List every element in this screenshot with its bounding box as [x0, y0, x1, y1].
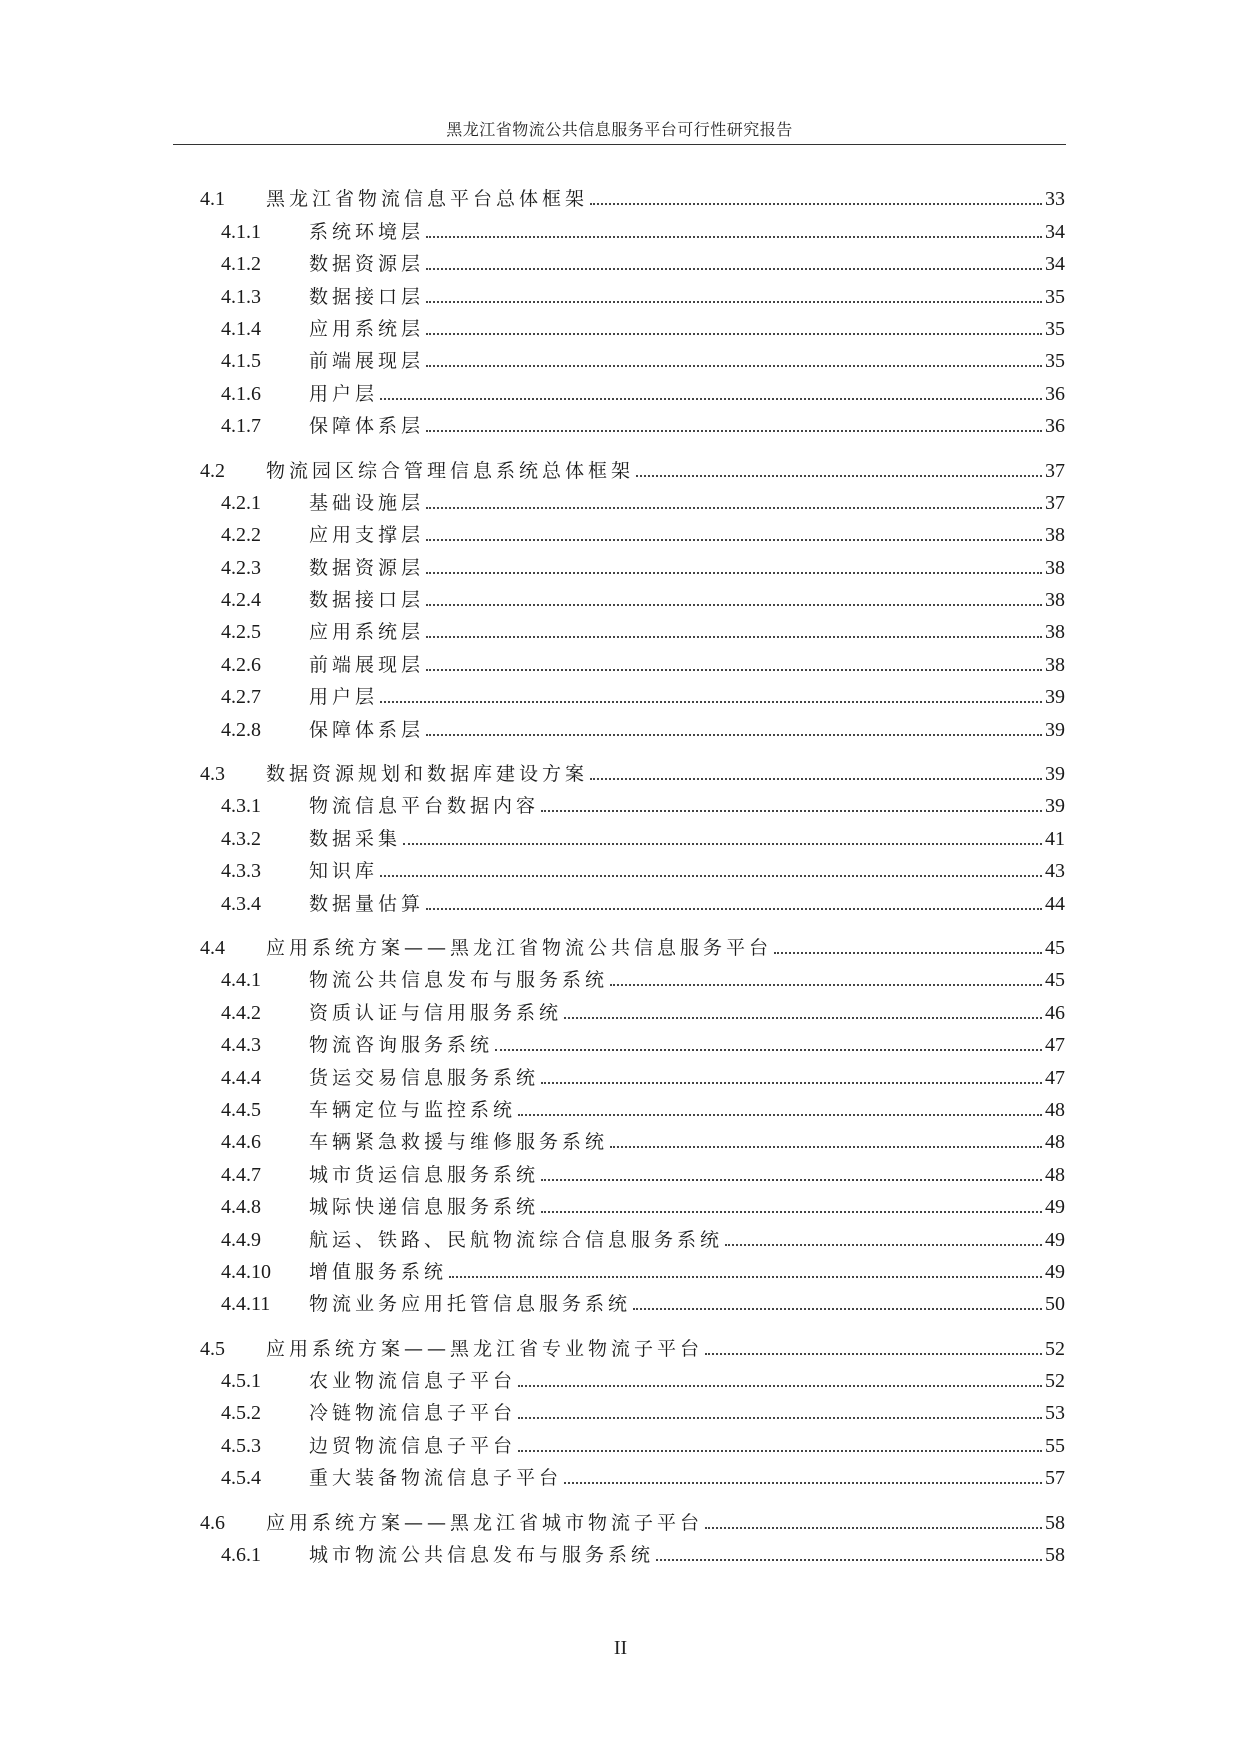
toc-entry-title: 数据资源层: [309, 253, 425, 276]
toc-entry-page-number: 38: [1045, 621, 1065, 644]
toc-entry-level-2[interactable]: [200, 1457, 1065, 1489]
toc-entry-level-2[interactable]: [200, 482, 1065, 514]
toc-entry-page-number: 39: [1045, 763, 1065, 786]
toc-entry-title: 物流业务应用托管信息服务系统: [309, 1293, 632, 1316]
toc-entry-title: 知识库: [309, 860, 379, 883]
toc-entry-title: 数据资源规划和数据库建设方案: [266, 763, 589, 786]
toc-entry-page-number: 49: [1045, 1196, 1065, 1219]
toc-dot-leader: [725, 1244, 1042, 1246]
toc-entry-level-2[interactable]: [200, 991, 1065, 1023]
toc-entry-page-number: 57: [1045, 1467, 1065, 1490]
toc-entry-title: 前端展现层: [309, 653, 425, 676]
toc-entry-number: 4.4.8: [221, 1196, 261, 1219]
toc-entry-title: 应用系统方案——黑龙江省物流公共信息服务平台: [266, 936, 773, 959]
toc-entry-number: 4.6: [200, 1511, 225, 1534]
toc-entry-number: 4.4.2: [221, 1001, 261, 1024]
toc-dot-leader: [380, 701, 1042, 703]
toc-entry-level-2[interactable]: [200, 882, 1065, 914]
toc-entry-title: 物流咨询服务系统: [309, 1034, 494, 1057]
toc-entry-level-2[interactable]: [200, 676, 1065, 708]
toc-entry-title: 车辆紧急救援与维修服务系统: [309, 1131, 609, 1154]
toc-entry-level-2[interactable]: [200, 611, 1065, 643]
toc-entry-title: 重大装备物流信息子平台: [309, 1467, 563, 1490]
toc-dot-leader: [403, 843, 1042, 845]
toc-entry-level-2[interactable]: [200, 372, 1065, 404]
toc-entry-level-2[interactable]: [200, 1024, 1065, 1056]
toc-entry-page-number: 36: [1045, 415, 1065, 438]
toc-entry-page-number: 33: [1045, 188, 1065, 211]
toc-entry-level-1[interactable]: [200, 1327, 1065, 1359]
toc-entry-title: 应用系统层: [309, 621, 425, 644]
header-divider: [173, 144, 1066, 145]
toc-entry-page-number: 47: [1045, 1034, 1065, 1057]
toc-entry-number: 4.1.1: [221, 220, 261, 243]
toc-entry-page-number: 38: [1045, 589, 1065, 612]
toc-entry-number: 4.2.2: [221, 524, 261, 547]
toc-entry-page-number: 48: [1045, 1163, 1065, 1186]
toc-entry-number: 4.1.6: [221, 382, 261, 405]
toc-entry-page-number: 52: [1045, 1337, 1065, 1360]
toc-dot-leader: [426, 301, 1042, 303]
toc-dot-leader: [426, 669, 1042, 671]
toc-entry-level-1[interactable]: [200, 178, 1065, 210]
toc-entry-number: 4.3.1: [221, 795, 261, 818]
toc-entry-number: 4.4.3: [221, 1034, 261, 1057]
toc-entry-number: 4.5: [200, 1337, 225, 1360]
toc-entry-title: 黑龙江省物流信息平台总体框架: [266, 188, 589, 211]
toc-entry-level-2[interactable]: [200, 1089, 1065, 1121]
toc-entry-page-number: 38: [1045, 556, 1065, 579]
toc-entry-title: 物流公共信息发布与服务系统: [309, 969, 609, 992]
toc-entry-number: 4.3: [200, 763, 225, 786]
toc-entry-number: 4.1: [200, 188, 225, 211]
toc-entry-number: 4.3.3: [221, 860, 261, 883]
toc-entry-page-number: 43: [1045, 860, 1065, 883]
toc-entry-level-2[interactable]: [200, 1186, 1065, 1218]
toc-entry-level-2[interactable]: [200, 1283, 1065, 1315]
toc-entry-title: 城市货运信息服务系统: [309, 1163, 540, 1186]
toc-entry-title: 保障体系层: [309, 415, 425, 438]
toc-dot-leader: [541, 1179, 1042, 1181]
toc-entry-level-2[interactable]: [200, 1251, 1065, 1283]
toc-entry-title: 用户层: [309, 382, 379, 405]
toc-entry-title: 物流园区综合管理信息系统总体框架: [266, 459, 635, 482]
toc-entry-number: 4.4.6: [221, 1131, 261, 1154]
toc-entry-page-number: 39: [1045, 718, 1065, 741]
toc-dot-leader: [518, 1385, 1042, 1387]
toc-entry-title: 城际快递信息服务系统: [309, 1196, 540, 1219]
toc-dot-leader: [705, 1353, 1042, 1355]
toc-dot-leader: [426, 908, 1042, 910]
toc-entry-page-number: 45: [1045, 936, 1065, 959]
toc-entry-level-2[interactable]: [200, 1360, 1065, 1392]
toc-dot-leader: [426, 572, 1042, 574]
toc-entry-number: 4.1.4: [221, 317, 261, 340]
toc-entry-level-2[interactable]: [200, 785, 1065, 817]
toc-entry-page-number: 45: [1045, 969, 1065, 992]
toc-entry-level-1[interactable]: [200, 753, 1065, 785]
toc-dot-leader: [495, 1049, 1042, 1051]
toc-entry-level-1[interactable]: [200, 927, 1065, 959]
toc-entry-page-number: 35: [1045, 350, 1065, 373]
toc-entry-number: 4.4.1: [221, 969, 261, 992]
toc-entry-page-number: 44: [1045, 892, 1065, 915]
toc-entry-page-number: 52: [1045, 1370, 1065, 1393]
toc-entry-title: 应用系统方案——黑龙江省专业物流子平台: [266, 1337, 704, 1360]
toc-entry-level-2[interactable]: [200, 514, 1065, 546]
toc-entry-level-2[interactable]: [200, 579, 1065, 611]
toc-entry-title: 边贸物流信息子平台: [309, 1434, 517, 1457]
toc-entry-number: 4.2.3: [221, 556, 261, 579]
toc-dot-leader: [518, 1450, 1042, 1452]
toc-entry-number: 4.4.10: [221, 1260, 271, 1283]
toc-entry-number: 4.2.7: [221, 686, 261, 709]
toc-entry-number: 4.1.7: [221, 415, 261, 438]
toc-dot-leader: [426, 365, 1042, 367]
running-header: 黑龙江省物流公共信息服务平台可行性研究报告: [446, 120, 793, 139]
toc-entry-number: 4.1.5: [221, 350, 261, 373]
toc-entry-page-number: 41: [1045, 827, 1065, 850]
toc-entry-title: 数据资源层: [309, 556, 425, 579]
toc-dot-leader: [426, 604, 1042, 606]
toc-entry-level-2[interactable]: [200, 1392, 1065, 1424]
toc-entry-level-2[interactable]: [200, 817, 1065, 849]
toc-entry-page-number: 58: [1045, 1544, 1065, 1567]
toc-entry-number: 4.4.7: [221, 1163, 261, 1186]
toc-entry-page-number: 49: [1045, 1228, 1065, 1251]
toc-entry-number: 4.4.4: [221, 1066, 261, 1089]
toc-entry-page-number: 37: [1045, 459, 1065, 482]
toc-entry-page-number: 39: [1045, 686, 1065, 709]
toc-dot-leader: [564, 1017, 1042, 1019]
toc-dot-leader: [541, 810, 1042, 812]
toc-entry-page-number: 48: [1045, 1131, 1065, 1154]
toc-entry-level-2[interactable]: [200, 643, 1065, 675]
toc-entry-page-number: 39: [1045, 795, 1065, 818]
toc-entry-page-number: 46: [1045, 1001, 1065, 1024]
toc-entry-level-2[interactable]: [200, 1056, 1065, 1088]
toc-entry-level-2[interactable]: [200, 1534, 1065, 1566]
toc-entry-number: 4.1.2: [221, 253, 261, 276]
toc-entry-title: 应用系统方案——黑龙江省城市物流子平台: [266, 1511, 704, 1534]
toc-entry-title: 数据接口层: [309, 589, 425, 612]
toc-dot-leader: [656, 1559, 1042, 1561]
toc-entry-number: 4.5.2: [221, 1402, 261, 1425]
toc-entry-page-number: 36: [1045, 382, 1065, 405]
toc-entry-number: 4.3.4: [221, 892, 261, 915]
toc-entry-title: 数据接口层: [309, 285, 425, 308]
toc-entry-title: 资质认证与信用服务系统: [309, 1001, 563, 1024]
toc-entry-level-2[interactable]: [200, 708, 1065, 740]
toc-entry-level-2[interactable]: [200, 959, 1065, 991]
toc-dot-leader: [590, 203, 1042, 205]
toc-entry-title: 数据采集: [309, 827, 402, 850]
toc-dot-leader: [426, 333, 1042, 335]
toc-dot-leader: [590, 778, 1042, 780]
toc-section: [200, 1327, 1065, 1489]
toc-section: [200, 927, 1065, 1316]
toc-entry-page-number: 35: [1045, 285, 1065, 308]
toc-dot-leader: [426, 539, 1042, 541]
toc-entry-level-2[interactable]: [200, 405, 1065, 437]
toc-entry-title: 货运交易信息服务系统: [309, 1066, 540, 1089]
toc-entry-level-2[interactable]: [200, 1121, 1065, 1153]
toc-entry-level-2[interactable]: [200, 243, 1065, 275]
toc-dot-leader: [610, 984, 1042, 986]
toc-section: [200, 178, 1065, 437]
toc-entry-level-1[interactable]: [200, 449, 1065, 481]
toc-entry-page-number: 47: [1045, 1066, 1065, 1089]
toc-entry-page-number: 55: [1045, 1434, 1065, 1457]
toc-dot-leader: [426, 734, 1042, 736]
toc-entry-title: 城市物流公共信息发布与服务系统: [309, 1544, 655, 1567]
toc-dot-leader: [636, 475, 1042, 477]
toc-entry-title: 用户层: [309, 686, 379, 709]
toc-dot-leader: [518, 1417, 1042, 1419]
toc-entry-title: 保障体系层: [309, 718, 425, 741]
toc-entry-level-2[interactable]: [200, 210, 1065, 242]
toc-entry-number: 4.5.3: [221, 1434, 261, 1457]
toc-dot-leader: [380, 875, 1042, 877]
toc-entry-title: 冷链物流信息子平台: [309, 1402, 517, 1425]
toc-section: [200, 1501, 1065, 1566]
toc-entry-number: 4.5.1: [221, 1370, 261, 1393]
toc-entry-title: 航运、铁路、民航物流综合信息服务系统: [309, 1228, 724, 1251]
toc-entry-number: 4.2.4: [221, 589, 261, 612]
toc-entry-number: 4.4.11: [221, 1293, 271, 1316]
toc-entry-page-number: 34: [1045, 220, 1065, 243]
toc-entry-page-number: 37: [1045, 491, 1065, 514]
toc-entry-level-2[interactable]: [200, 850, 1065, 882]
toc-entry-page-number: 38: [1045, 524, 1065, 547]
toc-entry-number: 4.2.1: [221, 491, 261, 514]
toc-dot-leader: [633, 1308, 1042, 1310]
toc-entry-number: 4.4: [200, 936, 225, 959]
toc-dot-leader: [564, 1482, 1042, 1484]
page-number: II: [613, 1637, 628, 1659]
toc-dot-leader: [380, 398, 1042, 400]
toc-entry-level-2[interactable]: [200, 1424, 1065, 1456]
toc-entry-title: 农业物流信息子平台: [309, 1370, 517, 1393]
toc-entry-number: 4.5.4: [221, 1467, 261, 1490]
toc-entry-title: 增值服务系统: [309, 1260, 448, 1283]
toc-section: [200, 449, 1065, 741]
toc-entry-title: 基础设施层: [309, 491, 425, 514]
toc-entry-title: 应用系统层: [309, 317, 425, 340]
toc-entry-number: 4.4.5: [221, 1098, 261, 1121]
toc-entry-number: 4.2.8: [221, 718, 261, 741]
toc-dot-leader: [518, 1114, 1042, 1116]
toc-dot-leader: [774, 952, 1042, 954]
toc-entry-title: 系统环境层: [309, 220, 425, 243]
toc-entry-page-number: 34: [1045, 253, 1065, 276]
toc-dot-leader: [426, 636, 1042, 638]
toc-dot-leader: [541, 1211, 1042, 1213]
toc-entry-page-number: 35: [1045, 317, 1065, 340]
toc-entry-title: 车辆定位与监控系统: [309, 1098, 517, 1121]
toc-dot-leader: [426, 268, 1042, 270]
toc-entry-level-2[interactable]: [200, 546, 1065, 578]
toc-entry-number: 4.1.3: [221, 285, 261, 308]
toc-dot-leader: [610, 1146, 1042, 1148]
toc-entry-page-number: 50: [1045, 1293, 1065, 1316]
toc-section: [200, 753, 1065, 915]
toc-entry-level-2[interactable]: [200, 1153, 1065, 1185]
toc-entry-level-2[interactable]: [200, 1218, 1065, 1250]
toc-dot-leader: [426, 430, 1042, 432]
toc-entry-number: 4.3.2: [221, 827, 261, 850]
table-of-contents: [200, 178, 1065, 1578]
toc-entry-page-number: 58: [1045, 1511, 1065, 1534]
toc-entry-level-2[interactable]: [200, 275, 1065, 307]
toc-entry-title: 数据量估算: [309, 892, 425, 915]
toc-entry-number: 4.2.6: [221, 653, 261, 676]
toc-entry-title: 物流信息平台数据内容: [309, 795, 540, 818]
toc-entry-number: 4.2: [200, 459, 225, 482]
toc-entry-page-number: 49: [1045, 1260, 1065, 1283]
toc-entry-number: 4.2.5: [221, 621, 261, 644]
toc-entry-number: 4.4.9: [221, 1228, 261, 1251]
toc-entry-page-number: 48: [1045, 1098, 1065, 1121]
toc-entry-level-2[interactable]: [200, 340, 1065, 372]
toc-dot-leader: [705, 1527, 1042, 1529]
toc-entry-title: 应用支撑层: [309, 524, 425, 547]
toc-dot-leader: [426, 507, 1042, 509]
toc-entry-level-1[interactable]: [200, 1501, 1065, 1533]
toc-dot-leader: [541, 1082, 1042, 1084]
toc-entry-page-number: 38: [1045, 653, 1065, 676]
toc-dot-leader: [426, 236, 1042, 238]
toc-entry-title: 前端展现层: [309, 350, 425, 373]
toc-entry-number: 4.6.1: [221, 1544, 261, 1567]
toc-dot-leader: [449, 1276, 1042, 1278]
toc-entry-level-2[interactable]: [200, 308, 1065, 340]
toc-entry-page-number: 53: [1045, 1402, 1065, 1425]
